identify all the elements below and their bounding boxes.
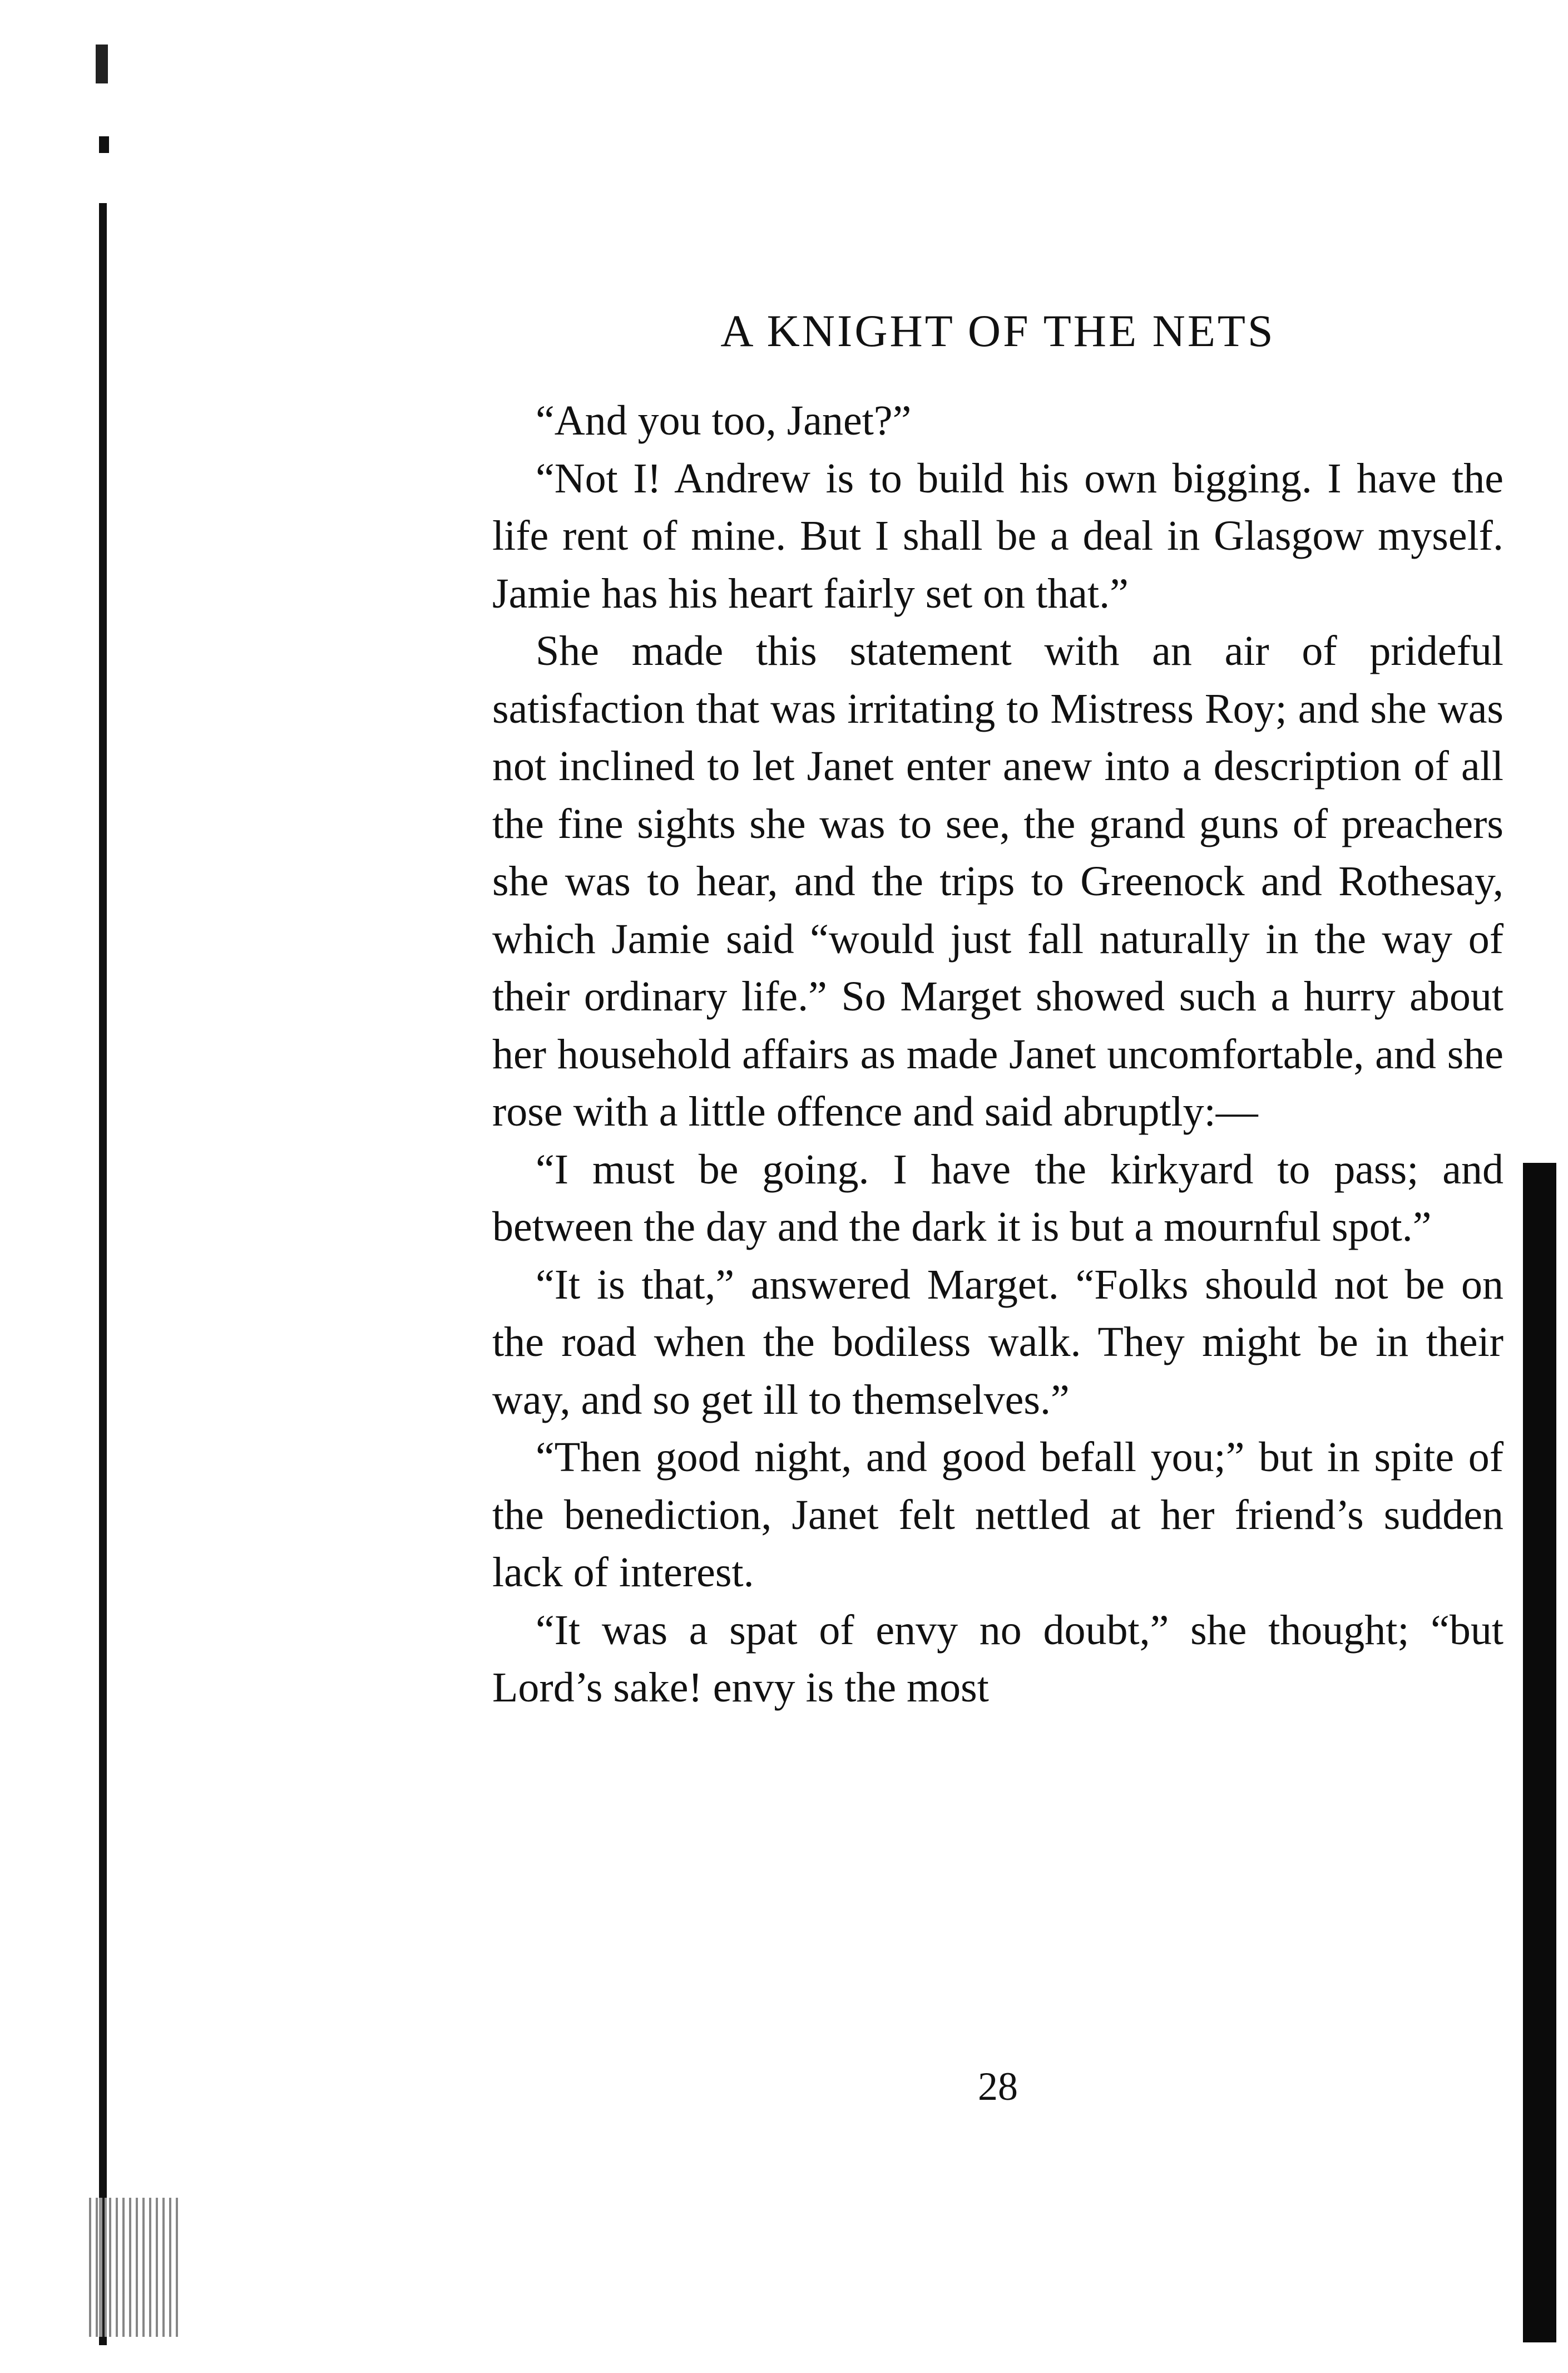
paragraph: “Then good night, and good befall you;” but in spite of the benediction, Janet felt nettled at her friend’s sudden lack of interest. (492, 1434, 1503, 1596)
body-text (492, 392, 1503, 1717)
binding-edge-artifact (89, 2198, 178, 2337)
page-edge-shadow (1523, 1163, 1556, 2342)
binding-edge-line (99, 203, 107, 2345)
paragraph: “I must be going. I have the kirkyard to pass; and between the day and the dark it is but a mournful spot.” (492, 1146, 1503, 1250)
binding-edge-artifact (96, 45, 108, 83)
paragraph: She made this statement with an air of prideful satisfaction that was irritating to Mistress Roy; and she was not inclined to let Janet enter anew into a description of all the fine sights she was to see, the grand guns of preachers she was to hear, and the trips to Greenock and Rothesay, which Jamie said “would just fall naturally in the way of their ordinary life.” So Marget showed such a hurry about her household affairs as made Janet uncomfortable, and she rose with a little offence and said abruptly:— (492, 628, 1503, 1135)
binding-edge-artifact (99, 136, 109, 153)
paragraph: “It was a spat of envy no doubt,” she thought; “but Lord’s sake! envy is the most (492, 1606, 1503, 1711)
running-head: A KNIGHT OF THE NETS (720, 305, 1275, 356)
page-number: 28 (978, 2064, 1018, 2109)
paragraph: “And you too, Janet?” (536, 397, 912, 444)
paragraph: “It is that,” answered Marget. “Folks should not be on the road when the bodiless walk. They might be in their way, and so get ill to themselves.” (492, 1261, 1503, 1423)
paragraph: “Not I! Andrew is to build his own bigging. I have the life rent of mine. But I shall be a deal in Glasgow myself. Jamie has his heart fairly set on that.” (492, 455, 1503, 617)
